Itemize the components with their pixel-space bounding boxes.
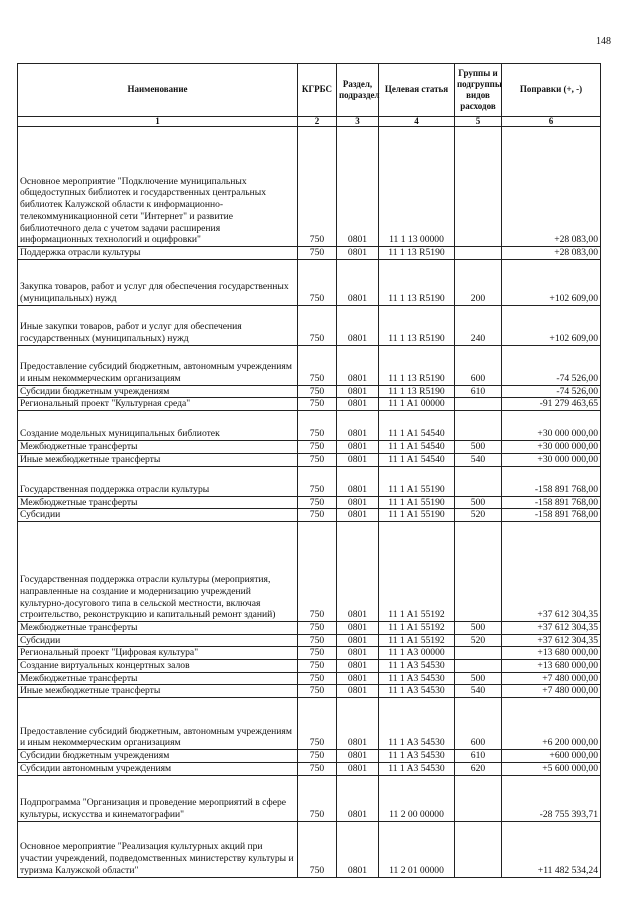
row-group: 500 <box>455 496 502 509</box>
row-target: 11 1 13 R5190 <box>379 247 455 260</box>
row-section: 0801 <box>337 247 379 260</box>
row-section: 0801 <box>337 259 379 305</box>
row-kgrbs: 750 <box>298 698 337 750</box>
row-kgrbs: 750 <box>298 775 337 821</box>
row-name: Иные межбюджетные трансферты <box>18 453 298 466</box>
row-section: 0801 <box>337 509 379 522</box>
row-target: 11 2 01 00000 <box>379 821 455 877</box>
row-kgrbs: 750 <box>298 762 337 775</box>
column-number: 4 <box>379 117 455 127</box>
page-number: 148 <box>596 36 611 47</box>
row-group <box>455 821 502 877</box>
header-section: Раздел, подраздел <box>337 64 379 117</box>
row-name: Субсидии <box>18 634 298 647</box>
row-group <box>455 247 502 260</box>
row-kgrbs: 750 <box>298 509 337 522</box>
row-group: 620 <box>455 762 502 775</box>
row-amount: -74 526,00 <box>502 345 601 385</box>
header-target: Целевая статья <box>379 64 455 117</box>
row-name: Региональный проект "Цифровая культура" <box>18 647 298 660</box>
row-group: 500 <box>455 621 502 634</box>
row-name: Иные межбюджетные трансферты <box>18 685 298 698</box>
row-section: 0801 <box>337 762 379 775</box>
row-amount: +37 612 304,35 <box>502 521 601 621</box>
row-kgrbs: 750 <box>298 660 337 673</box>
row-section: 0801 <box>337 411 379 441</box>
row-amount: -158 891 768,00 <box>502 496 601 509</box>
row-kgrbs: 750 <box>298 398 337 411</box>
table-row <box>18 385 601 398</box>
row-target: 11 1 13 R5190 <box>379 259 455 305</box>
row-group: 500 <box>455 441 502 454</box>
row-section: 0801 <box>337 647 379 660</box>
table-row <box>18 496 601 509</box>
row-target: 11 1 A3 54530 <box>379 660 455 673</box>
row-section: 0801 <box>337 750 379 763</box>
row-target: 11 1 13 R5190 <box>379 385 455 398</box>
row-name: Основное мероприятие "Реализация культурных акций при участии учреждений, подведомственных министерству культуры и туризма Калужской области" <box>18 821 298 877</box>
row-amount: +37 612 304,35 <box>502 621 601 634</box>
row-section: 0801 <box>337 496 379 509</box>
row-name: Межбюджетные трансферты <box>18 441 298 454</box>
table-row <box>18 521 601 621</box>
row-section: 0801 <box>337 305 379 345</box>
row-target: 11 1 A3 54530 <box>379 698 455 750</box>
row-group: 610 <box>455 750 502 763</box>
row-group: 600 <box>455 345 502 385</box>
row-kgrbs: 750 <box>298 441 337 454</box>
row-section: 0801 <box>337 521 379 621</box>
row-name: Предоставление субсидий бюджетным, автономным учреждениям и иным некоммерческим организациям <box>18 345 298 385</box>
header-amendments: Поправки (+, -) <box>502 64 601 117</box>
row-name: Межбюджетные трансферты <box>18 621 298 634</box>
row-section: 0801 <box>337 821 379 877</box>
column-number: 6 <box>502 117 601 127</box>
column-number-row <box>18 117 601 127</box>
row-name: Подпрограмма "Организация и проведение мероприятий в сфере культуры, искусства и кинематографии" <box>18 775 298 821</box>
row-section: 0801 <box>337 466 379 496</box>
table-row <box>18 509 601 522</box>
row-name: Субсидии бюджетным учреждениям <box>18 385 298 398</box>
row-target: 11 1 A1 54540 <box>379 441 455 454</box>
row-amount: -28 755 393,71 <box>502 775 601 821</box>
row-kgrbs: 750 <box>298 647 337 660</box>
row-name: Субсидии бюджетным учреждениям <box>18 750 298 763</box>
column-number: 2 <box>298 117 337 127</box>
row-group <box>455 127 502 247</box>
row-kgrbs: 750 <box>298 305 337 345</box>
table-row <box>18 453 601 466</box>
row-section: 0801 <box>337 398 379 411</box>
row-target: 11 1 A1 55190 <box>379 466 455 496</box>
row-name: Межбюджетные трансферты <box>18 496 298 509</box>
table-row <box>18 775 601 821</box>
row-amount: +11 482 534,24 <box>502 821 601 877</box>
row-amount: +30 000 000,00 <box>502 411 601 441</box>
row-target: 11 1 A1 54540 <box>379 411 455 441</box>
table-header-row <box>18 64 601 117</box>
row-kgrbs: 750 <box>298 621 337 634</box>
row-group: 520 <box>455 509 502 522</box>
row-section: 0801 <box>337 127 379 247</box>
row-section: 0801 <box>337 672 379 685</box>
row-amount: +7 480 000,00 <box>502 685 601 698</box>
row-amount: +28 083,00 <box>502 247 601 260</box>
row-amount: +13 680 000,00 <box>502 647 601 660</box>
row-target: 11 1 A3 00000 <box>379 647 455 660</box>
row-kgrbs: 750 <box>298 247 337 260</box>
row-group <box>455 466 502 496</box>
table-row <box>18 821 601 877</box>
table-row <box>18 411 601 441</box>
row-amount: +5 600 000,00 <box>502 762 601 775</box>
row-kgrbs: 750 <box>298 750 337 763</box>
row-target: 11 1 A3 54530 <box>379 750 455 763</box>
table-row <box>18 634 601 647</box>
row-amount: -158 891 768,00 <box>502 466 601 496</box>
row-section: 0801 <box>337 345 379 385</box>
row-section: 0801 <box>337 660 379 673</box>
row-section: 0801 <box>337 453 379 466</box>
row-target: 11 1 A3 54530 <box>379 762 455 775</box>
row-section: 0801 <box>337 698 379 750</box>
row-target: 11 1 A1 55192 <box>379 621 455 634</box>
row-group <box>455 647 502 660</box>
row-target: 11 1 A3 54530 <box>379 672 455 685</box>
row-name: Государственная поддержка отрасли культуры <box>18 466 298 496</box>
row-kgrbs: 750 <box>298 634 337 647</box>
table-row <box>18 672 601 685</box>
row-name: Основное мероприятие "Подключение муниципальных общедоступных библиотек и государственных центральных библиотек Калужской области к информационно-телекоммуникационной сети "Интернет" и развитие библиотечного дела с учетом задачи расширения информационных технологий и оцифровки" <box>18 127 298 247</box>
row-group: 600 <box>455 698 502 750</box>
column-number: 1 <box>18 117 298 127</box>
row-kgrbs: 750 <box>298 259 337 305</box>
row-amount: +37 612 304,35 <box>502 634 601 647</box>
row-group: 240 <box>455 305 502 345</box>
row-name: Создание модельных муниципальных библиотек <box>18 411 298 441</box>
row-kgrbs: 750 <box>298 127 337 247</box>
row-amount: +102 609,00 <box>502 305 601 345</box>
table-row <box>18 685 601 698</box>
row-name: Иные закупки товаров, работ и услуг для обеспечения государственных (муниципальных) нужд <box>18 305 298 345</box>
row-name: Поддержка отрасли культуры <box>18 247 298 260</box>
table-row <box>18 398 601 411</box>
table-row <box>18 345 601 385</box>
row-group: 540 <box>455 453 502 466</box>
row-amount: +13 680 000,00 <box>502 660 601 673</box>
row-section: 0801 <box>337 634 379 647</box>
table-row <box>18 698 601 750</box>
row-section: 0801 <box>337 621 379 634</box>
row-group <box>455 411 502 441</box>
row-target: 11 1 A1 55192 <box>379 521 455 621</box>
table-row <box>18 647 601 660</box>
header-kgrbs: КГРБС <box>298 64 337 117</box>
table-row <box>18 621 601 634</box>
table-row <box>18 441 601 454</box>
row-name: Межбюджетные трансферты <box>18 672 298 685</box>
row-section: 0801 <box>337 385 379 398</box>
row-kgrbs: 750 <box>298 496 337 509</box>
row-target: 11 1 A3 54530 <box>379 685 455 698</box>
row-target: 11 1 A1 55190 <box>379 496 455 509</box>
row-group <box>455 398 502 411</box>
table-row <box>18 762 601 775</box>
row-kgrbs: 750 <box>298 345 337 385</box>
row-kgrbs: 750 <box>298 453 337 466</box>
table-row <box>18 750 601 763</box>
row-target: 11 1 A1 54540 <box>379 453 455 466</box>
row-name: Государственная поддержка отрасли культуры (мероприятия, направленные на создание и модернизацию учреждений культурно-досугового типа в сельской местности, включая строительство, реконструкцию и капитальный ремонт зданий) <box>18 521 298 621</box>
row-target: 11 2 00 00000 <box>379 775 455 821</box>
row-group <box>455 521 502 621</box>
row-amount: +28 083,00 <box>502 127 601 247</box>
row-group: 540 <box>455 685 502 698</box>
row-target: 11 1 13 R5190 <box>379 345 455 385</box>
column-number: 3 <box>337 117 379 127</box>
row-kgrbs: 750 <box>298 685 337 698</box>
row-section: 0801 <box>337 685 379 698</box>
row-amount: +600 000,00 <box>502 750 601 763</box>
row-target: 11 1 A1 00000 <box>379 398 455 411</box>
table-row <box>18 127 601 247</box>
row-name: Субсидии <box>18 509 298 522</box>
row-section: 0801 <box>337 775 379 821</box>
row-section: 0801 <box>337 441 379 454</box>
table-row <box>18 305 601 345</box>
row-target: 11 1 13 00000 <box>379 127 455 247</box>
row-group: 200 <box>455 259 502 305</box>
table-row <box>18 247 601 260</box>
row-amount: +6 200 000,00 <box>502 698 601 750</box>
row-group: 500 <box>455 672 502 685</box>
table-row <box>18 466 601 496</box>
row-amount: -158 891 768,00 <box>502 509 601 522</box>
row-kgrbs: 750 <box>298 385 337 398</box>
row-target: 11 1 13 R5190 <box>379 305 455 345</box>
row-amount: -74 526,00 <box>502 385 601 398</box>
row-kgrbs: 750 <box>298 521 337 621</box>
row-amount: +30 000 000,00 <box>502 441 601 454</box>
budget-amendments-table <box>17 63 601 878</box>
header-groups: Группы и подгруппы видов расходов <box>455 64 502 117</box>
row-name: Закупка товаров, работ и услуг для обеспечения государственных (муниципальных) нужд <box>18 259 298 305</box>
row-amount: -91 279 463,65 <box>502 398 601 411</box>
table-row <box>18 660 601 673</box>
row-kgrbs: 750 <box>298 466 337 496</box>
row-target: 11 1 A1 55192 <box>379 634 455 647</box>
row-name: Создание виртуальных концертных залов <box>18 660 298 673</box>
row-group: 610 <box>455 385 502 398</box>
row-kgrbs: 750 <box>298 672 337 685</box>
row-kgrbs: 750 <box>298 821 337 877</box>
row-name: Предоставление субсидий бюджетным, автономным учреждениям и иным некоммерческим организациям <box>18 698 298 750</box>
row-group: 520 <box>455 634 502 647</box>
row-kgrbs: 750 <box>298 411 337 441</box>
row-amount: +7 480 000,00 <box>502 672 601 685</box>
row-group <box>455 660 502 673</box>
table-row <box>18 259 601 305</box>
row-amount: +102 609,00 <box>502 259 601 305</box>
column-number: 5 <box>455 117 502 127</box>
row-target: 11 1 A1 55190 <box>379 509 455 522</box>
header-name: Наименование <box>18 64 298 117</box>
row-name: Региональный проект "Культурная среда" <box>18 398 298 411</box>
row-amount: +30 000 000,00 <box>502 453 601 466</box>
row-group <box>455 775 502 821</box>
row-name: Субсидии автономным учреждениям <box>18 762 298 775</box>
